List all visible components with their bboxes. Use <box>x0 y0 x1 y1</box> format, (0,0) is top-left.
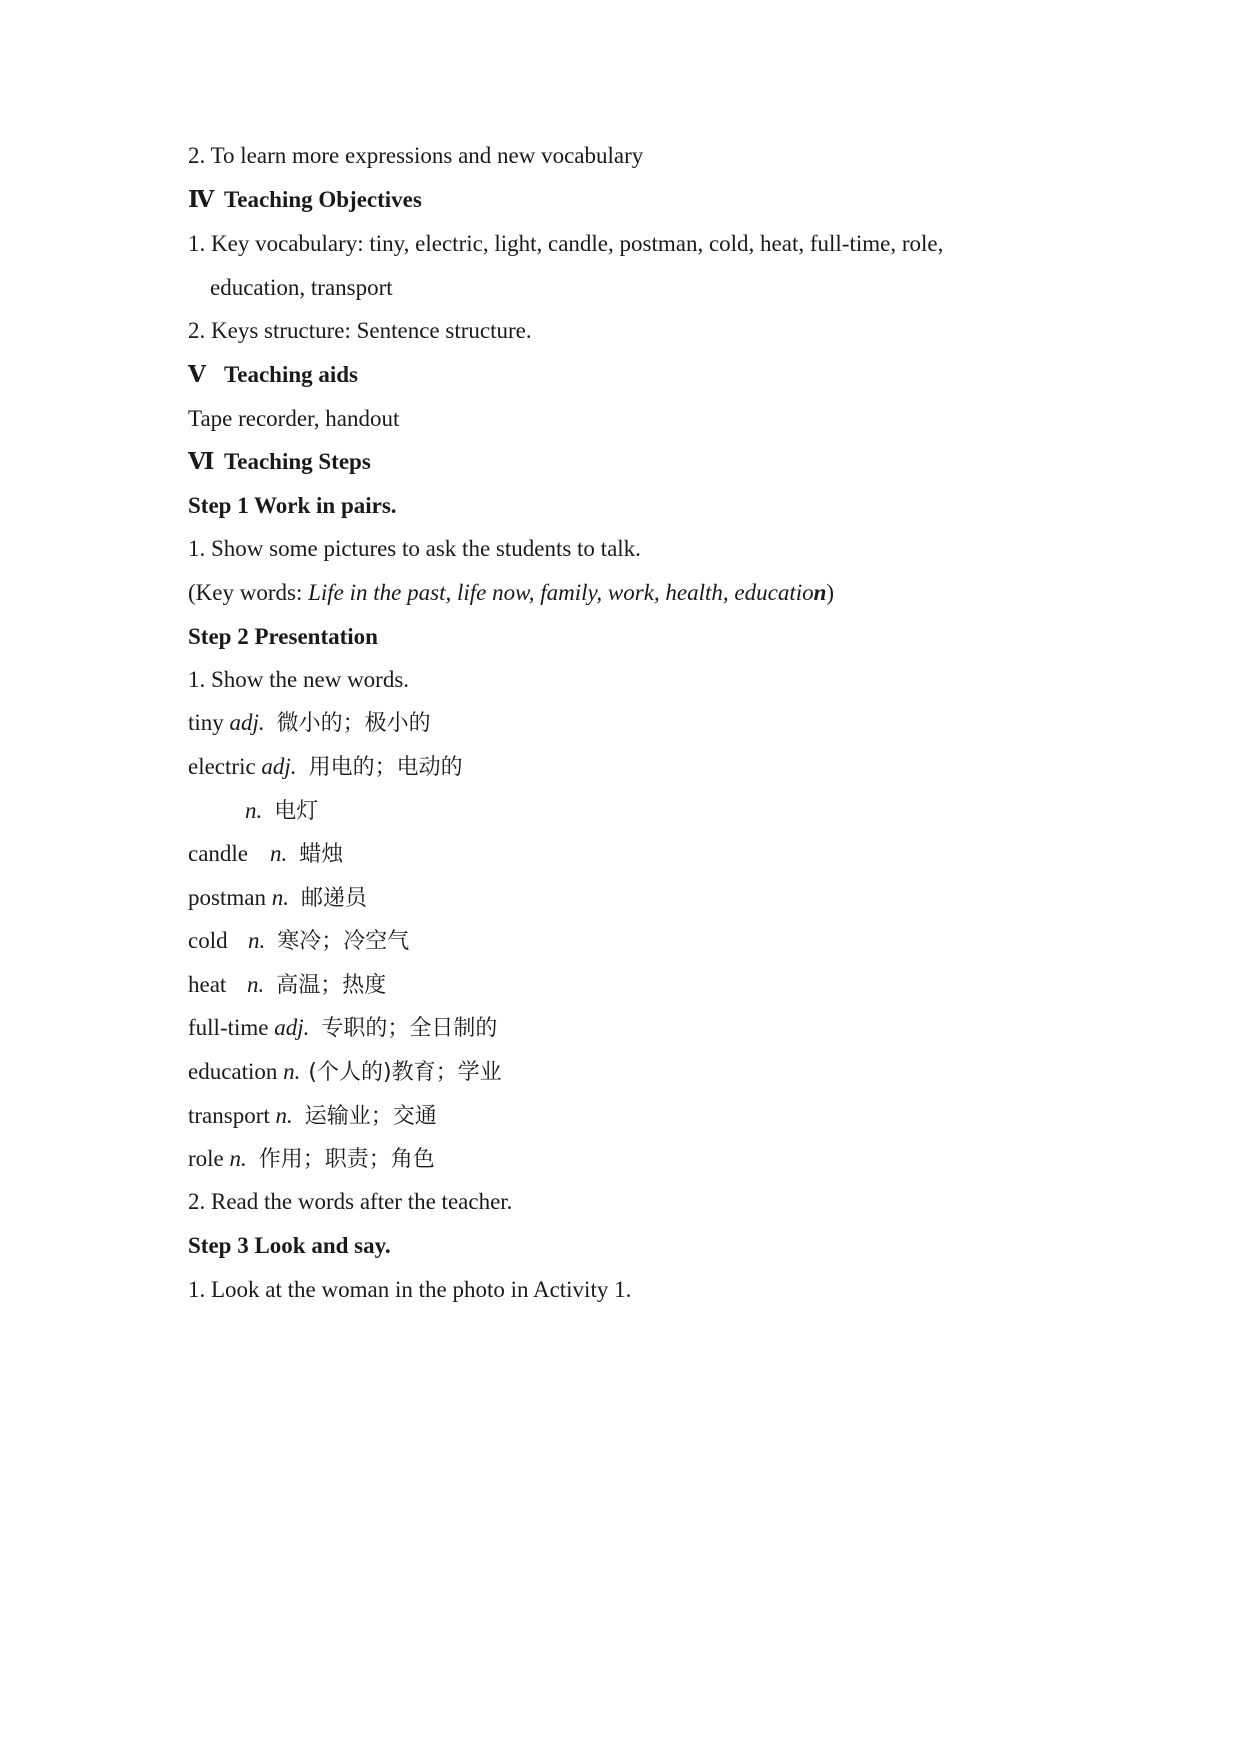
key-vocabulary-text: 1. Key vocabulary: tiny, electric, light, candle, postman, cold, heat, full-time, role, <box>188 231 944 256</box>
vocab-entry-heat <box>188 970 386 1001</box>
vocab-meaning: 用电的；电动的 <box>308 755 463 780</box>
vocab-word: education <box>188 1059 284 1084</box>
section-number: Ⅵ <box>188 449 215 474</box>
step-2-heading <box>188 622 378 652</box>
objective-item-2-text: 2. To learn more expressions and new vocabulary <box>188 143 644 168</box>
objective-item-2 <box>188 141 643 171</box>
vocab-meaning: 微小的；极小的 <box>276 711 431 736</box>
vocab-entry-light <box>245 796 318 827</box>
step-3-heading <box>188 1231 391 1261</box>
step-1-item-1-text: 1. Show some pictures to ask the students to talk. <box>188 536 641 561</box>
section-title: Teaching Objectives <box>224 187 422 212</box>
vocab-meaning: 寒冷；冷空气 <box>277 929 410 954</box>
vocab-pos: n. <box>245 798 263 823</box>
vocab-entry-electric <box>188 752 463 783</box>
vocab-pos: n. <box>283 1059 301 1084</box>
vocab-pos: n. <box>248 928 266 953</box>
key-words-prefix: (Key words: <box>188 580 309 605</box>
vocab-meaning: 电灯 <box>274 799 319 824</box>
vocab-meaning: 专职的；全日制的 <box>321 1016 498 1041</box>
key-words-list: Life in the past, life now, family, work, health, educatio <box>308 580 814 605</box>
vocab-meaning: 邮递员 <box>300 886 367 911</box>
vocab-word: role <box>188 1146 230 1171</box>
step-1-item-1 <box>188 534 641 564</box>
step-3-item-1 <box>188 1275 631 1305</box>
key-words-suffix: ) <box>826 580 835 605</box>
vocab-word: cold <box>188 928 228 953</box>
step-2-item-1-text: 1. Show the new words. <box>188 667 410 692</box>
vocab-pos: n. <box>275 1103 293 1128</box>
key-vocabulary-continuation-text: education, transport <box>210 275 393 300</box>
key-words-list-end: n <box>813 580 827 605</box>
section-title: Teaching Steps <box>224 449 371 474</box>
key-words-line <box>188 578 834 608</box>
vocab-word: postman <box>188 885 272 910</box>
step-2-item-1 <box>188 665 409 695</box>
section-title: Teaching aids <box>224 362 359 387</box>
vocab-word: tiny <box>188 710 230 735</box>
vocab-meaning: 运输业；交通 <box>304 1104 437 1129</box>
step-2-item-2-text: 2. Read the words after the teacher. <box>188 1189 513 1214</box>
vocab-word: heat <box>188 972 227 997</box>
vocab-entry-postman <box>188 883 367 914</box>
section-heading-teaching-objectives <box>188 185 422 215</box>
key-structure-line <box>188 316 532 346</box>
vocab-meaning: 作用；职责；角色 <box>258 1147 435 1172</box>
vocab-meaning: 蜡烛 <box>299 842 344 867</box>
vocab-pos: n. <box>270 841 288 866</box>
section-number: Ⅳ <box>188 187 215 212</box>
vocab-pos: adj. <box>261 754 297 779</box>
vocab-entry-cold <box>188 926 409 957</box>
section-heading-teaching-steps <box>188 447 371 477</box>
vocab-entry-role <box>188 1144 435 1175</box>
key-vocabulary-line <box>188 229 943 259</box>
step-3-title: Step 3 Look and say. <box>188 1233 391 1258</box>
key-vocabulary-continuation <box>210 273 393 303</box>
section-heading-teaching-aids <box>188 360 358 390</box>
vocab-entry-education <box>188 1057 502 1088</box>
vocab-word: candle <box>188 841 249 866</box>
step-3-item-1-text: 1. Look at the woman in the photo in Activity 1. <box>188 1277 632 1302</box>
step-1-title: Step 1 Work in pairs. <box>188 493 397 518</box>
teaching-aids-text: Tape recorder, handout <box>188 406 400 431</box>
vocab-pos: n. <box>247 972 265 997</box>
section-number: Ⅴ <box>188 362 206 387</box>
vocab-pos: adj. <box>229 710 265 735</box>
vocab-meaning: (个人的)教育；学业 <box>308 1060 502 1085</box>
vocab-meaning: 高温；热度 <box>276 973 387 998</box>
vocab-entry-tiny <box>188 708 431 739</box>
vocab-entry-full-time <box>188 1013 497 1044</box>
vocab-pos: n. <box>271 885 289 910</box>
step-2-item-2 <box>188 1187 512 1217</box>
vocab-word: full-time <box>188 1015 275 1040</box>
key-structure-text: 2. Keys structure: Sentence structure. <box>188 318 532 343</box>
vocab-entry-transport <box>188 1101 437 1132</box>
step-1-heading <box>188 491 397 521</box>
vocab-pos: n. <box>229 1146 247 1171</box>
vocab-word: transport <box>188 1103 276 1128</box>
vocab-pos: adj. <box>274 1015 310 1040</box>
vocab-word: electric <box>188 754 262 779</box>
teaching-aids-line <box>188 404 399 434</box>
vocab-entry-candle <box>188 839 343 870</box>
step-2-title: Step 2 Presentation <box>188 624 378 649</box>
